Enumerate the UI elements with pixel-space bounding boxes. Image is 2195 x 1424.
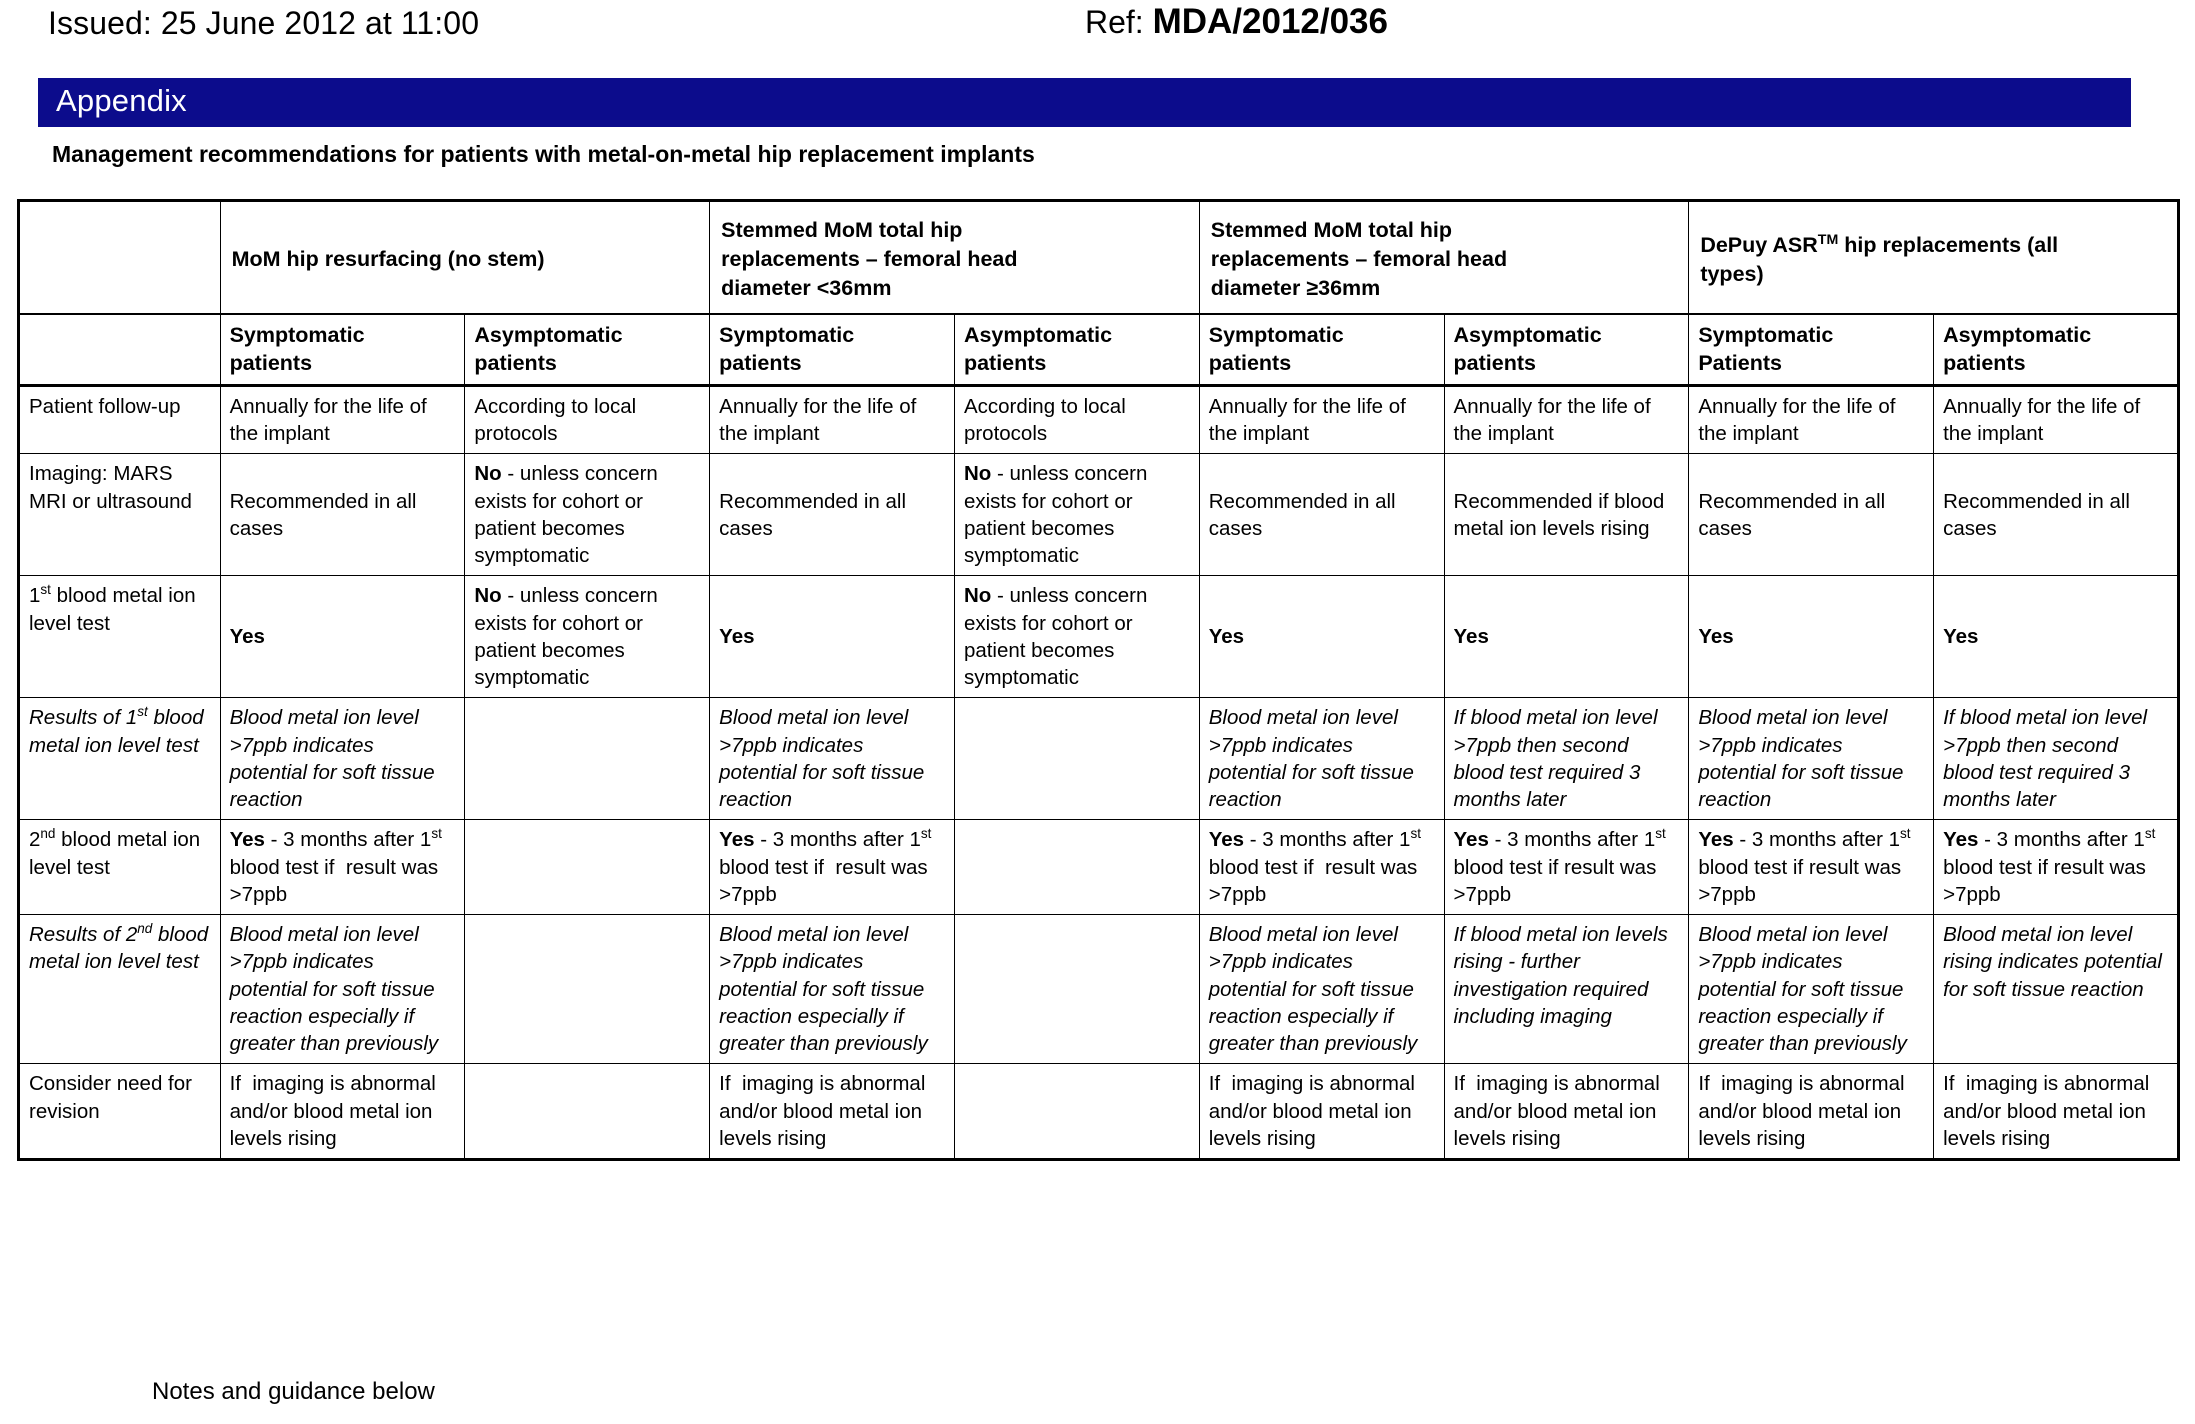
cell-r4-c1: Blood metal ion level >7ppb indicates potential for soft tissue reaction xyxy=(220,698,465,820)
cell-r4-c6: If blood metal ion level >7ppb then second blood test required 3 months later xyxy=(1444,698,1689,820)
reference-label: Ref: xyxy=(1085,4,1153,40)
row-label-1: Patient follow-up xyxy=(19,385,221,454)
cell-r2-c3: Recommended in all cases xyxy=(710,454,955,576)
cell-r7-c8: If imaging is abnormal and/or blood metal ion levels rising xyxy=(1934,1064,2179,1160)
cell-r7-c1: If imaging is abnormal and/or blood metal ion levels rising xyxy=(220,1064,465,1160)
cell-r6-c7: Blood metal ion level >7ppb indicates potential for soft tissue reaction especially if greater than previously xyxy=(1689,915,1934,1064)
issued-date: Issued: 25 June 2012 at 11:00 xyxy=(48,5,480,41)
cell-r4-c8: If blood metal ion level >7ppb then second blood test required 3 months later xyxy=(1934,698,2179,820)
group-header-4: DePuy ASR™ hip replacements (all types) xyxy=(1689,201,2179,315)
table-row xyxy=(19,698,2179,820)
cell-r7-c6: If imaging is abnormal and/or blood metal ion levels rising xyxy=(1444,1064,1689,1160)
table-row xyxy=(19,820,2179,915)
cell-r1-c6: Annually for the life of the implant xyxy=(1444,385,1689,454)
cell-r2-c4: No - unless concern exists for cohort or patient becomes symptomatic xyxy=(954,454,1199,576)
cell-r6-c8: Blood metal ion level rising indicates potential for soft tissue reaction xyxy=(1934,915,2179,1064)
cell-r5-c6: Yes - 3 months after 1st blood test if result was >7ppb xyxy=(1444,820,1689,915)
cell-r6-c2 xyxy=(465,915,710,1064)
cell-r4-c2 xyxy=(465,698,710,820)
table-row xyxy=(19,385,2179,454)
cell-r1-c7: Annually for the life of the implant xyxy=(1689,385,1934,454)
cell-r1-c8: Annually for the life of the implant xyxy=(1934,385,2179,454)
table-group-header-row xyxy=(19,201,2179,315)
cell-r2-c8: Recommended in all cases xyxy=(1934,454,2179,576)
cell-r5-c5: Yes - 3 months after 1st blood test if result was >7ppb xyxy=(1199,820,1444,915)
group-header-1: MoM hip resurfacing (no stem) xyxy=(220,201,710,315)
cell-r4-c7: Blood metal ion level >7ppb indicates potential for soft tissue reaction xyxy=(1689,698,1934,820)
cell-r1-c1: Annually for the life of the implant xyxy=(220,385,465,454)
cell-r2-c7: Recommended in all cases xyxy=(1689,454,1934,576)
cell-r2-c6: Recommended if blood metal ion levels rising xyxy=(1444,454,1689,576)
cell-r5-c8: Yes - 3 months after 1st blood test if result was >7ppb xyxy=(1934,820,2179,915)
cell-r4-c3: Blood metal ion level >7ppb indicates potential for soft tissue reaction xyxy=(710,698,955,820)
cell-r5-c4 xyxy=(954,820,1199,915)
cell-r1-c3: Annually for the life of the implant xyxy=(710,385,955,454)
cell-r3-c2: No - unless concern exists for cohort or patient becomes symptomatic xyxy=(465,576,710,698)
cell-r3-c8: Yes xyxy=(1934,576,2179,698)
cell-r6-c5: Blood metal ion level >7ppb indicates potential for soft tissue reaction especially if greater than previously xyxy=(1199,915,1444,1064)
row-label-5: 2nd blood metal ion level test xyxy=(19,820,221,915)
cell-r3-c7: Yes xyxy=(1689,576,1934,698)
group-header-2: Stemmed MoM total hip replacements – femoral head diameter <36mm xyxy=(710,201,1200,315)
reference-value: MDA/2012/036 xyxy=(1152,2,1388,41)
cell-r3-c1: Yes xyxy=(220,576,465,698)
cell-r7-c2 xyxy=(465,1064,710,1160)
cell-r7-c4 xyxy=(954,1064,1199,1160)
subheader-6: Asymptomatic patients xyxy=(1444,314,1689,385)
footer-note: Notes and guidance below xyxy=(152,1378,435,1405)
cell-r5-c3: Yes - 3 months after 1st blood test if result was >7ppb xyxy=(710,820,955,915)
subheader-7: Symptomatic Patients xyxy=(1689,314,1934,385)
cell-r2-c2: No - unless concern exists for cohort or patient becomes symptomatic xyxy=(465,454,710,576)
table-row xyxy=(19,1064,2179,1160)
row-label-7: Consider need for revision xyxy=(19,1064,221,1160)
subheader-8: Asymptomatic patients xyxy=(1934,314,2179,385)
table-row xyxy=(19,915,2179,1064)
table-corner-cell xyxy=(19,201,221,315)
row-label-6: Results of 2nd blood metal ion level test xyxy=(19,915,221,1064)
document-header xyxy=(0,0,2195,62)
table-row xyxy=(19,576,2179,698)
subheader-5: Symptomatic patients xyxy=(1199,314,1444,385)
cell-r7-c7: If imaging is abnormal and/or blood metal ion levels rising xyxy=(1689,1064,1934,1160)
cell-r4-c4 xyxy=(954,698,1199,820)
cell-r5-c1: Yes - 3 months after 1st blood test if result was >7ppb xyxy=(220,820,465,915)
subheader-corner-cell xyxy=(19,314,221,385)
table-subheader-row xyxy=(19,314,2179,385)
cell-r5-c2 xyxy=(465,820,710,915)
cell-r6-c4 xyxy=(954,915,1199,1064)
reference-number xyxy=(1085,2,1388,42)
subheader-1: Symptomatic patients xyxy=(220,314,465,385)
cell-r7-c5: If imaging is abnormal and/or blood metal ion levels rising xyxy=(1199,1064,1444,1160)
cell-r6-c3: Blood metal ion level >7ppb indicates potential for soft tissue reaction especially if greater than previously xyxy=(710,915,955,1064)
cell-r1-c2: According to local protocols xyxy=(465,385,710,454)
cell-r2-c5: Recommended in all cases xyxy=(1199,454,1444,576)
cell-r3-c3: Yes xyxy=(710,576,955,698)
cell-r1-c4: According to local protocols xyxy=(954,385,1199,454)
cell-r3-c4: No - unless concern exists for cohort or patient becomes symptomatic xyxy=(954,576,1199,698)
recommendations-table-wrapper xyxy=(17,199,2180,1161)
appendix-title: Appendix xyxy=(56,83,187,118)
subheader-3: Symptomatic patients xyxy=(710,314,955,385)
row-label-4: Results of 1st blood metal ion level test xyxy=(19,698,221,820)
cell-r7-c3: If imaging is abnormal and/or blood metal ion levels rising xyxy=(710,1064,955,1160)
recommendations-table xyxy=(17,199,2180,1161)
subheader-2: Asymptomatic patients xyxy=(465,314,710,385)
subheader-4: Asymptomatic patients xyxy=(954,314,1199,385)
cell-r5-c7: Yes - 3 months after 1st blood test if result was >7ppb xyxy=(1689,820,1934,915)
cell-r6-c6: If blood metal ion levels rising - further investigation required including imaging xyxy=(1444,915,1689,1064)
cell-r2-c1: Recommended in all cases xyxy=(220,454,465,576)
page-subtitle: Management recommendations for patients with metal-on-metal hip replacement implants xyxy=(52,141,1035,167)
row-label-2: Imaging: MARS MRI or ultrasound xyxy=(19,454,221,576)
cell-r3-c6: Yes xyxy=(1444,576,1689,698)
appendix-banner xyxy=(38,78,2131,127)
table-row xyxy=(19,454,2179,576)
cell-r4-c5: Blood metal ion level >7ppb indicates potential for soft tissue reaction xyxy=(1199,698,1444,820)
row-label-3: 1st blood metal ion level test xyxy=(19,576,221,698)
group-header-3: Stemmed MoM total hip replacements – femoral head diameter ≥36mm xyxy=(1199,201,1689,315)
cell-r6-c1: Blood metal ion level >7ppb indicates potential for soft tissue reaction especially if greater than previously xyxy=(220,915,465,1064)
cell-r3-c5: Yes xyxy=(1199,576,1444,698)
cell-r1-c5: Annually for the life of the implant xyxy=(1199,385,1444,454)
